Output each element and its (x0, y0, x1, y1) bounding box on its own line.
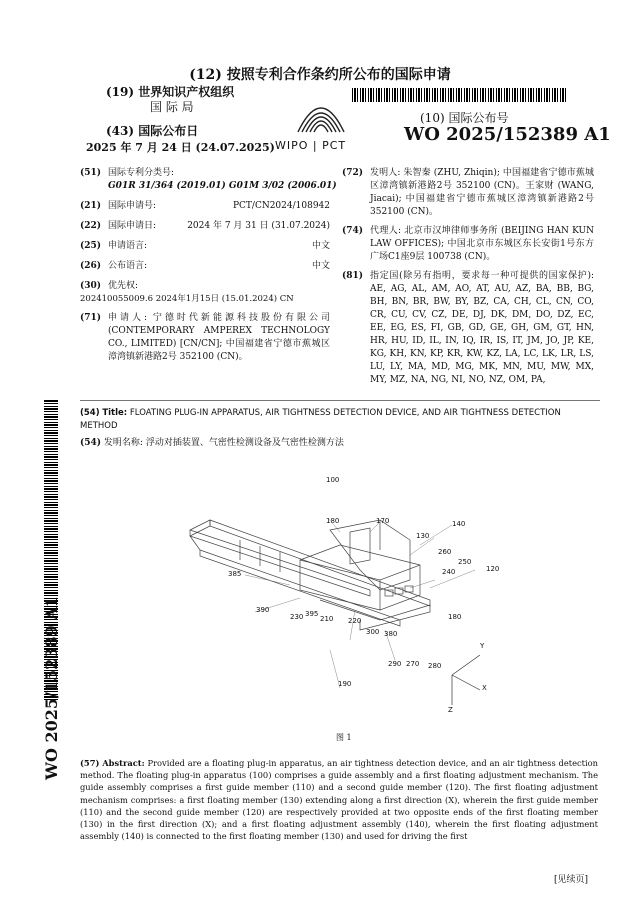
inventor-text: 发明人: 朱智秦 (ZHU, Zhiqin); 中国福建省宁德市蕉城区漳湾镇新港路2号 352100 (CN)。王家财 (WANG, Jiacai); 中国福建省宁德市蕉城区漳湾镇新港路2号 352100 (CN)。 (370, 168, 594, 217)
axis-x: X (482, 684, 487, 692)
pub-date-value: 2025 年 7 月 24 日 (24.07.2025) (86, 141, 275, 154)
wipo-logo (288, 92, 354, 140)
ipc-value: G01R 31/364 (2019.01) G01M 3/02 (2006.01) (108, 181, 337, 191)
publang-number: (26) (80, 261, 102, 271)
ref-280: 280 (428, 662, 442, 670)
ipc-number: (51) (80, 168, 102, 178)
zh-title-number: (54) (80, 438, 102, 448)
right-bibliography (342, 167, 594, 387)
abstract-text: Provided are a floating plug-in apparatus, an air tightness detection device, and an air tightness detection method. The floating plug-in apparatus (100) comprises a guide assembly and a first floating adjustment mechanism. The guide assembly comprises a first guide member (110) and a second guide member (120). The first floating adjustment mechanism comprises: a first floating member (130) extending along a first direction (X), wherein the first guide member (110) and the second guide member (120) are respectively provided at two opposite ends of the first floating member (130) in the first direction (X); and a first floating adjustment assembly (140), wherein the first floating adjustment assembly (140) is connected to the first floating member (130) and used for driving the first (80, 758, 598, 842)
ref-290: 290 (388, 660, 402, 668)
intl-bureau: 国 际 局 (150, 100, 194, 114)
ref-100: 100 (326, 476, 340, 484)
ref-170: 170 (376, 517, 390, 525)
ref-210: 210 (320, 615, 334, 623)
axis-z: Z (448, 706, 453, 714)
abstract (80, 757, 598, 842)
zh-title: 浮动对插装置、气密性检测设备及气密性检测方法 (145, 438, 344, 448)
zh-title-label: 发明名称: (103, 438, 143, 448)
ref-220: 220 (348, 617, 362, 625)
ref-270: 270 (406, 660, 420, 668)
lang-number: (25) (80, 241, 102, 251)
appno-number: (21) (80, 201, 102, 211)
filing-value: 2024 年 7 月 31 日 (31.07.2024) (187, 221, 330, 231)
lang-value: 中文 (311, 241, 330, 251)
continued-note: [见续页] (554, 875, 589, 885)
ref-190: 190 (338, 680, 352, 688)
document-title: (12) 按照专利合作条约所公布的国际申请 (189, 67, 451, 83)
ref-300: 300 (366, 628, 380, 636)
designated-states: 指定国(除另有指明，要求每一种可提供的国家保护): AE, AG, AL, AM, AO, AT, AU, AZ, BA, BB, BG, BH, BN, BR, BW, BY, BZ, CA, CH, CL, CN, CO, CR, CU, CV, CZ, DE, DJ, DK, DM, DO, DZ, EC, EE, EG, ES, FI, GB, GD, GE, GH, GM, GT, HN, HR, HU, ID, IL, IN, IQ, IR, IS, IT, JM, JO, JP, KE, KG, KH, KN, KP, KR, KW, KZ, LA, LC, LK, LR, LS, LU, LY, MA, MD, MG, MK, MN, MU, MW, MX, MY, MZ, NA, NG, NI, NO, NZ, OM, PA, (370, 271, 594, 385)
priority-label: 优先权: (108, 281, 139, 291)
publang-label: 公布语言: (108, 261, 148, 271)
ref-140: 140 (452, 520, 466, 528)
ref-385: 385 (228, 570, 242, 578)
ipc-label: 国际专利分类号: (108, 168, 175, 178)
ref-180b: 180 (448, 613, 462, 621)
ref-260: 260 (438, 548, 452, 556)
ref-240: 240 (442, 568, 456, 576)
lang-label: 申请语言: (108, 241, 148, 251)
axis-y: Y (480, 642, 485, 650)
publang-value: 中文 (311, 261, 330, 271)
applicant-text: 申请人: 宁德时代新能源科技股份有限公司 (CONTEMPORARY AMPEREX TECHNOLOGY CO., LIMITED) [CN/CN]; 中国福建省宁德市蕉城区漳湾镇新港路2号 352100 (CN)。 (108, 313, 330, 362)
appno-value: PCT/CN2024/108942 (232, 201, 330, 211)
agent-number: (74) (342, 226, 364, 236)
pub-number-label: (10) 国际公布号 (420, 111, 509, 125)
side-pub-number: WO 2025/152389 A1 (42, 596, 61, 780)
ref-390: 390 (256, 606, 270, 614)
figure-caption: 图 1 (336, 733, 352, 742)
wipo-org-name: (19) 世界知识产权组织 (106, 85, 235, 99)
appno-label: 国际申请号: (108, 201, 157, 211)
title-section (80, 407, 598, 450)
wipo-pct-text: WIPO | PCT (275, 139, 347, 152)
patent-drawing (180, 470, 510, 720)
ref-120: 120 (486, 565, 500, 573)
abstract-label: Abstract: (102, 758, 145, 768)
pub-number: WO 2025/152389 A1 (404, 124, 611, 145)
ref-230: 230 (290, 613, 304, 621)
top-barcode (352, 88, 566, 102)
ref-250: 250 (458, 558, 472, 566)
priority-number: (30) (80, 281, 102, 291)
filing-label: 国际申请日: (108, 221, 157, 231)
agent-text: 代理人: 北京市汉坤律师事务所 (BEIJING HAN KUN LAW OFFICES); 中国北京市东城区东长安街1号东方广场C1座9层 100738 (CN)。 (370, 226, 594, 262)
left-bibliography (80, 167, 337, 364)
priority-value: 202410055009.6 2024年1月15日 (15.01.2024) CN (80, 294, 294, 304)
abstract-number: (57) (80, 758, 100, 768)
inventor-number: (72) (342, 168, 364, 178)
en-title: FLOATING PLUG-IN APPARATUS, AIR TIGHTNESS DETECTION DEVICE, AND AIR TIGHTNESS DETECTION METHOD (80, 408, 561, 431)
separator-line (80, 400, 600, 401)
filing-number: (22) (80, 221, 102, 231)
ref-380: 380 (384, 630, 398, 638)
applicant-number: (71) (80, 313, 102, 323)
states-number: (81) (342, 271, 364, 281)
ref-180a: 180 (326, 517, 340, 525)
ref-395: 395 (305, 610, 319, 618)
en-title-label: Title: (102, 408, 128, 418)
pub-date-label: (43) 国际公布日 (106, 124, 199, 138)
en-title-number: (54) (80, 408, 100, 418)
ref-130: 130 (416, 532, 430, 540)
